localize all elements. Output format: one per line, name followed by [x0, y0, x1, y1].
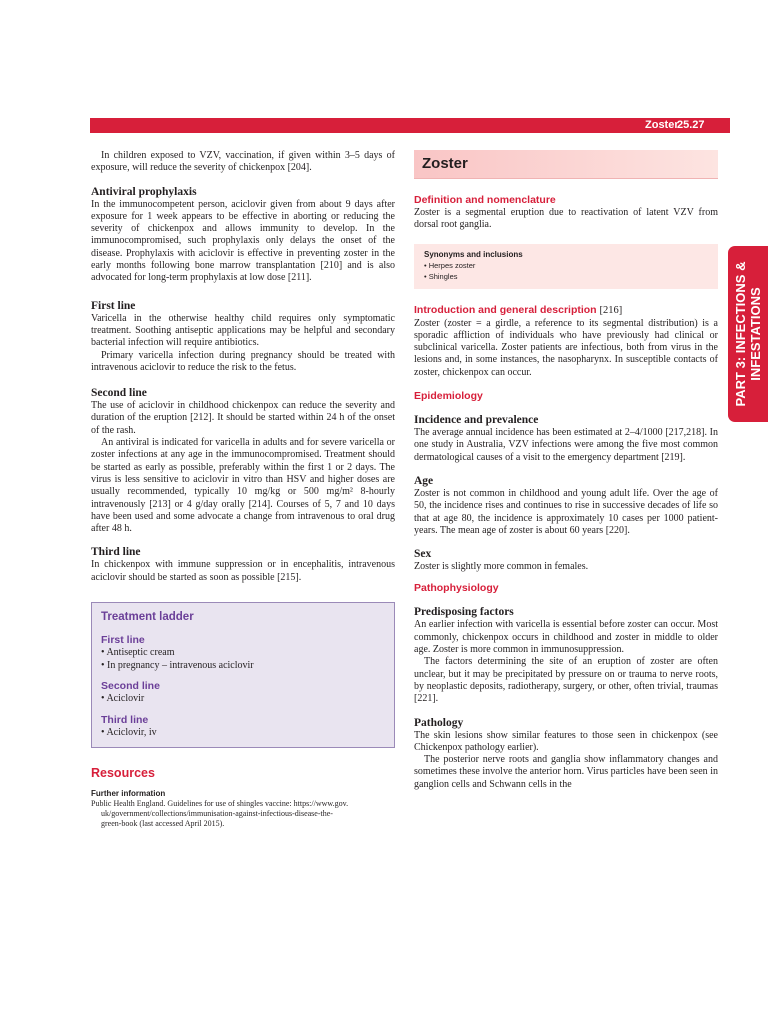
incidence-paragraph: The average annual incidence has been estimated at 2–4/1000 [217,218]. In one study in Australia, VZV infections were among the five most common dermatological causes of a visit to the emergency department [219]. — [414, 427, 718, 463]
synonym-item: • Shingles — [424, 271, 458, 281]
ladder-item: • In pregnancy – intravenous aciclovir — [101, 659, 254, 671]
heading-antiviral-prophylaxis: Antiviral prophylaxis — [91, 185, 197, 198]
first-line-paragraph-1: Varicella in the otherwise healthy child requires only symptomatic treatment. Soothing antiseptic applications may be helpful and secondary bacterial infection will require antibiotics. — [91, 312, 395, 349]
pathology-paragraph-1: The skin lesions show similar features to those seen in chickenpox (see Chickenpox pathology earlier). — [414, 729, 718, 753]
heading-third-line: Third line — [91, 546, 141, 559]
predisposing-paragraph-2: The factors determining the site of an eruption of zoster are often unclear, but it may be precipitated by pressure on or trauma to nerve roots, by neoplastic deposits, radiotherapy, surgery, or other, often trivial, traumas [221]. — [414, 656, 718, 705]
chapter-section-title: Zoster — [414, 150, 718, 179]
ladder-second-line-heading: Second line — [101, 680, 160, 693]
second-line-paragraph-2: An antiviral is indicated for varicella in adults and for severe varicella or zoster infections at any age in the immunocompromised. Treatment should be started as early as possible, preferably within the first 1 or 2 days. The virus is less sensitive to aciclovir in vitro than HSV and higher doses are usually recommended, typically 10 mg/kg or 500 mg/m² 8-hourly intravenously [213] or 4 g/day orally [214]. Courses of 5, 7 and 10 days have been used and some advocate a change from intravenous to oral drug after 48 h. — [91, 437, 395, 535]
heading-second-line: Second line — [91, 387, 147, 400]
side-tab-label: PART 3: INFECTIONS & INFESTATIONS — [733, 261, 763, 407]
resources-heading: Resources — [91, 766, 155, 781]
heading-incidence: Incidence and prevalence — [414, 414, 539, 427]
part-side-tab — [728, 246, 768, 422]
heading-epidemiology: Epidemiology — [414, 390, 483, 403]
ladder-item: • Antiseptic cream — [101, 647, 175, 659]
page-number: 25.27 — [677, 119, 705, 131]
synonyms-title: Synonyms and inclusions — [424, 249, 523, 259]
further-information-heading: Further information — [91, 789, 166, 799]
heading-sex: Sex — [414, 548, 432, 561]
synonyms-box — [414, 244, 718, 289]
synonym-item: • Herpes zoster — [424, 260, 476, 270]
introduction-paragraph: Zoster (zoster = a girdle, a reference to its segmental distribution) is a sporadic affliction of individuals who have previously had clinical or subclinical varicella. Zoster patients are infectious, both from virus in the lesions and, in some instances, the nasopharynx. In susceptible contacts of zoster, chickenpox can occur. — [414, 317, 718, 378]
third-line-paragraph: In chickenpox with immune suppression or in encephalitis, intravenous aciclovir should be started as soon as possible [215]. — [91, 559, 395, 583]
heading-definition: Definition and nomenclature — [414, 194, 556, 206]
heading-age: Age — [414, 474, 434, 487]
header-section-title: Zoster — [645, 119, 679, 131]
intro-paragraph: In children exposed to VZV, vaccination, if given within 3–5 days of exposure, will reduce the severity of chickenpox [204]. — [91, 150, 395, 174]
age-paragraph: Zoster is not common in childhood and young adult life. Over the age of 50, the incidence rises and continues to rise in successive decades of life so that at age 80, the incidence is approximately 10 cases per 1000 patient-years. The mean age of zoster is about 60 years [220]. — [414, 487, 718, 536]
left-column — [91, 150, 395, 829]
heading-predisposing-factors: Predisposing factors — [414, 606, 514, 619]
predisposing-paragraph-1: An earlier infection with varicella is essential before zoster can occur. Most commonly, chickenpox occurs in childhood and zoster in middle to older age. Zoster is more common in immunosuppression. — [414, 619, 718, 656]
sex-paragraph: Zoster is slightly more common in females. — [414, 561, 589, 573]
ladder-third-line-heading: Third line — [101, 713, 149, 726]
pathology-paragraph-2: The posterior nerve roots and ganglia show inflammatory changes and sometimes these involve the anterior horn. Virus particles have been seen in ganglion cells and Schwann cells in the — [414, 754, 718, 790]
treatment-ladder-box — [91, 602, 395, 748]
running-header — [90, 118, 730, 133]
further-information-text: Public Health England. Guidelines for use of shingles vaccine: https://www.gov. uk/government/collections/immunisation-against-infectious-disease-the- green-book (last accessed April 2015). — [91, 799, 349, 829]
antiviral-paragraph: In the immunocompetent person, aciclovir given from about 9 days after exposure for 1 week appears to be effective in aborting or reducing the severity of chickenpox and allows immunity to develop. In the immunocompromised, such prophylaxis only delays the onset of the disease. Prophylaxis with aciclovir is effective in preventing zoster in the early months following bone marrow transplantation [210] and is also advocated for long-term prophylaxis at low dose [211]. — [91, 198, 395, 284]
right-column — [414, 150, 718, 791]
ladder-item: • Aciclovir, iv — [101, 726, 157, 738]
definition-paragraph: Zoster is a segmental eruption due to reactivation of latent VZV from dorsal root ganglia. — [414, 207, 718, 231]
ladder-first-line-heading: First line — [101, 634, 145, 647]
heading-first-line: First line — [91, 299, 136, 312]
heading-pathophysiology: Pathophysiology — [414, 582, 499, 595]
heading-introduction: Introduction and general description [216] — [414, 303, 623, 316]
ladder-item: • Aciclovir — [101, 693, 145, 705]
treatment-ladder-title: Treatment ladder — [101, 611, 194, 624]
second-line-paragraph-1: The use of aciclovir in childhood chickenpox can reduce the severity and duration of the eruption [212]. It should be started within 24 h of the onset of the rash. — [91, 400, 395, 436]
first-line-paragraph-2: Primary varicella infection during pregnancy should be treated with intravenous aciclovir to reduce the risk to the fetus. — [91, 349, 395, 373]
heading-pathology: Pathology — [414, 716, 464, 729]
